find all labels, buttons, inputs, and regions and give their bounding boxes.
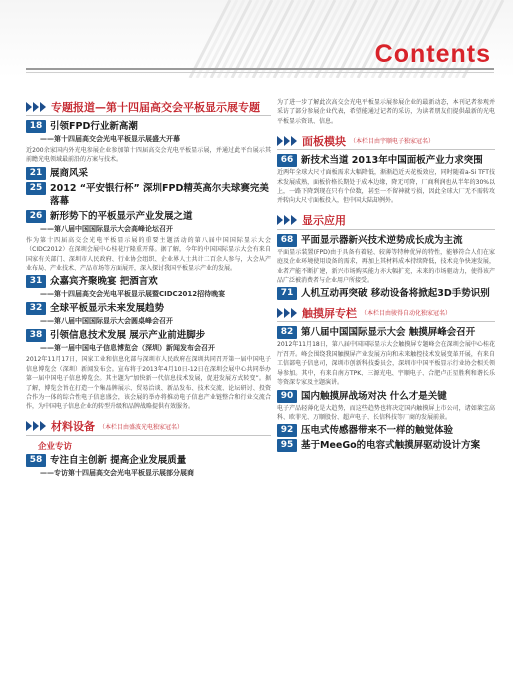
section-header-special (26, 98, 271, 116)
entry-description: 电子产品轻薄化是大趋势，而这些趋势也将决定国内触摸屏上市公司，诸如莱宝高科、欧菲光、万顺股份、超声电子、长信科技等厂商的发展前景。 (277, 404, 495, 421)
section-header-display (277, 212, 495, 230)
arrow-icon (26, 102, 47, 112)
section-title: 显示应用 (302, 214, 346, 228)
page-number: 68 (277, 234, 297, 247)
title-rule (26, 68, 494, 70)
page-number: 26 (26, 210, 46, 223)
entry-title: 压电式传感器带来不一样的触觉体验 (301, 425, 454, 437)
section-sponsor: （本栏目由盛波光电独家冠名） (99, 423, 184, 431)
entry-title: 第八届中国国际显示大会 触摸屏峰会召开 (301, 327, 476, 339)
entry-subtitle: ——第八届中国国际显示大会圆桌峰会召开 (40, 317, 173, 326)
page-number: 21 (26, 167, 46, 180)
section-subhead: 企业专访 (38, 441, 73, 452)
entry-title: 展商风采 (50, 167, 89, 179)
entry-title: 新技术当道 2013年中国面板产业力求突围 (301, 155, 483, 167)
entry-title: 专注自主创新 提高企业发展质量 (50, 454, 187, 466)
toc-entry[interactable] (277, 154, 495, 167)
page-number: 92 (277, 424, 297, 437)
entry-subtitle: ——第一届中国电子信息博览会（深圳）新闻发布会召开 (40, 344, 215, 353)
page-number: 38 (26, 329, 46, 342)
toc-entry[interactable] (26, 329, 271, 342)
header-band (0, 0, 513, 78)
arrow-icon (277, 136, 298, 146)
page-number: 32 (26, 302, 46, 315)
page-number: 82 (277, 326, 297, 339)
page-number: 90 (277, 390, 297, 403)
toc-entry[interactable] (26, 120, 271, 133)
entry-title: 引领FPD行业新高潮 (50, 121, 138, 132)
toc-entry[interactable] (277, 390, 495, 403)
title-rule-thin (26, 72, 494, 73)
toc-entry[interactable] (26, 167, 271, 180)
section-sponsor: （本栏目由骏得自动化独家冠名） (361, 310, 452, 318)
page-title: Contents (374, 40, 491, 68)
arrow-icon (277, 308, 298, 318)
entry-description: 作为第十四届高交会光电平板显示展的重要主题活动的第八届中国国际显示大会（CIDC2012）在深圳会展中心桂花厅隆重开幕。据了解，今年的中国国际显示大会有来自国家有关部门、深圳市人民政府、行业协会组织、企业界人士共计二百余人参与，大会从产业布局、产业技术、产品市场等方面展开，深入探讨我国平板显示产业的发展。 (26, 236, 271, 273)
toc-entry[interactable] (277, 439, 495, 452)
intro-text: 为了进一步了解此次高交会光电平板显示展参展企业的最新动态，本刊记者参观并采访了部分参展企业代表，希望能通过记者的采访，为读者朋友们提供最新的光电平板显示资讯、信息。 (277, 99, 495, 125)
entry-subtitle: ——专访第十四届高交会光电平板显示展部分展商 (40, 468, 194, 477)
toc-entry[interactable] (26, 302, 271, 315)
toc-entry[interactable] (26, 182, 271, 208)
entry-description: 平面显示装置(FPD)由于具备有着轻、较薄等特种优异的特性，能够符合人们在家庭及企业环境使用设备的需求，再加上其材料成本持续降低，技术竞争快速发展，业者产能不断扩建，新兴市场购买能力亦大幅扩充，未来的市场驱动力，使得该产品广泛被消费者与企业用户所接受。 (277, 248, 495, 285)
section-header-touch (277, 304, 495, 322)
page-number: 66 (277, 154, 297, 167)
page-number: 71 (277, 287, 297, 300)
entry-title: 引领信息技术发展 展示产业前进脚步 (50, 330, 206, 342)
entry-description: 近200余家国内外光电参展企业参加第十四届高交会光电平板显示展，并通过此平台展示其前瞻光电领域最前沿的方案与技术。 (26, 147, 271, 164)
section-title: 专题报道—第十四届高交会平板显示展专题 (51, 100, 260, 114)
toc-entry[interactable] (277, 424, 495, 437)
section-sponsor: （本栏目由宇顺电子独家冠名） (350, 138, 435, 146)
entry-subtitle: ——第八届中国国际显示大会高峰论坛召开 (40, 224, 173, 233)
page-number: 95 (277, 439, 297, 452)
entry-title: 国内触摸屏战场对决 什么才是关键 (301, 390, 447, 402)
toc-entry[interactable] (26, 210, 271, 223)
section-title: 触摸屏专栏 (302, 306, 357, 320)
entry-title: 平面显示器新兴技术逆势成长成为主流 (301, 234, 463, 246)
arrow-icon (26, 421, 47, 431)
entry-title: 新形势下的平板显示产业发展之道 (50, 210, 193, 222)
right-column (277, 98, 495, 452)
entry-subtitle: ——第十四届高交会光电平板显示展暨CIDC2012招待晚宴 (40, 290, 226, 299)
page-number: 18 (26, 120, 46, 133)
left-column (26, 98, 271, 480)
toc-entry[interactable] (277, 326, 495, 339)
entry-title: 人机互动再突破 移动设备将掀起3D手势识别 (301, 288, 490, 300)
entry-title: 全球平板显示未来发展趋势 (50, 303, 165, 315)
page-number: 31 (26, 275, 46, 288)
entry-title: 2012 “平安银行杯” 深圳FPD精英高尔夫球赛完美落幕 (50, 182, 269, 207)
toc-entry[interactable] (277, 287, 495, 300)
toc-entry[interactable] (26, 275, 271, 288)
entry-description: 2012年11月17日，国家工业和信息化部与深圳市人民政府在深圳共同召开第一届中国电子信息博览会（深圳）新闻发布会。宣布将于2013年4月10日-12日在深圳会展中心共同举办第一届中国电子信息博览会。其主题为“加快新一代信息技术发展，促进发展方式转变”。据了解，博览会旨在打造一个集品牌展示、贸易洽谈、新品发布、技术交流、论坛研讨、投资合作为一体的综合性电子信息盛会，该会展的举办将推动电子信息产业链整合和行业交流合作，为中国电子信息企业的转型升级和品牌战略提供有效服务。 (26, 356, 271, 411)
section-title: 材料设备 (51, 420, 95, 434)
entry-subtitle: ——第十四届高交会光电平板显示展盛大开幕 (40, 135, 180, 143)
page-number: 25 (26, 182, 46, 195)
entry-title: 众嘉宾齐聚晚宴 把酒言欢 (50, 276, 158, 288)
toc-entry[interactable] (26, 454, 271, 467)
arrow-icon (277, 215, 298, 225)
entry-description: 2012年11月18日，第八届中国国际显示大会触摸屏专题峰会在深圳会展中心桂花厅召开。峰会围绕我国触摸屏产业发展方向和未来触控技术发展变革开展，有来自工信部电子信息司，深圳市创新科技委员会，深圳市中国平板显示行业协会相关领导参加。其中，有来自南方TPK、三源光电、宇顺电子、合肥卢正星胜利和谐长乐等资深专家及主题演讲。 (277, 341, 495, 387)
section-header-materials (26, 418, 271, 436)
entry-description: 近两年全球大尺寸面板需求大幅降低，渐渐趋近天花板效应，同时随着a-Si TFT技术发展成熟，面板价格长期处于成本边缘，降无可降，厂商利润也从半年的30%以上，一路下降到现在只有个位数，甚至一不留神就亏损，因此全球大厂无不需转攻并转向大尺寸面板投入，但中国大陆却例外。 (277, 169, 495, 205)
entry-title: 基于MeeGo的电容式触摸屏驱动设计方案 (301, 440, 481, 452)
toc-entry[interactable] (277, 234, 495, 247)
section-title: 面板模块 (302, 134, 346, 148)
page-number: 58 (26, 454, 46, 467)
section-header-panel (277, 132, 495, 150)
